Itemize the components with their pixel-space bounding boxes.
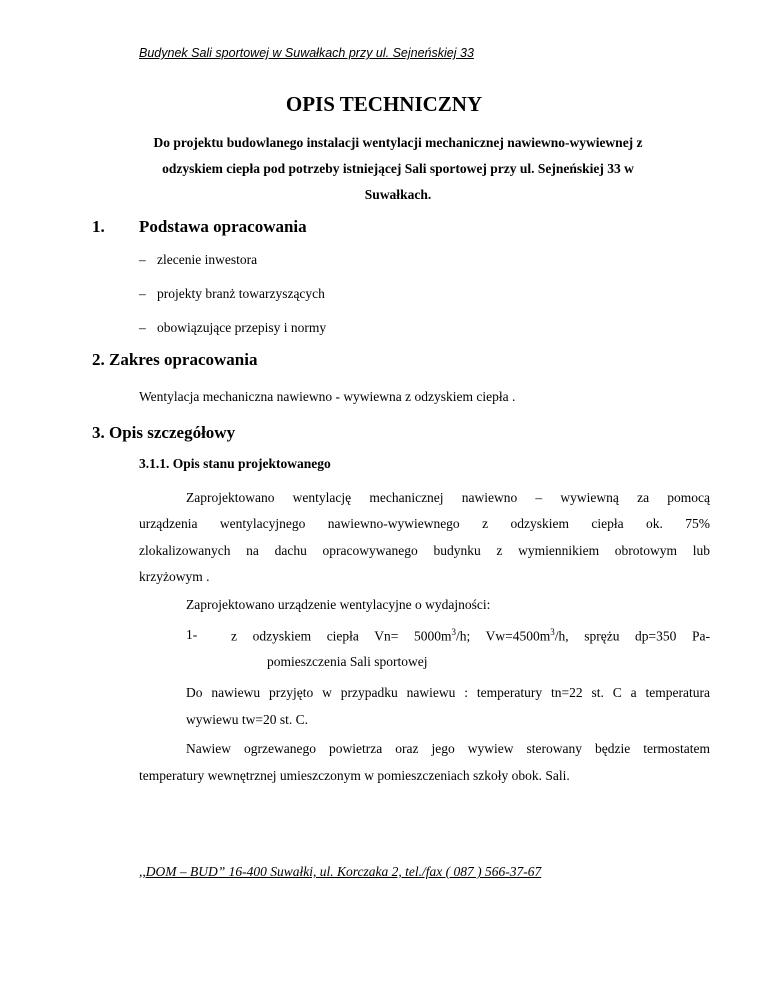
item-number: 1- <box>186 627 198 642</box>
paragraph-line: temperatury wewnętrznej umieszczonym w pomieszczeniach szkoły obok. Sali. <box>139 768 570 783</box>
item-text-part: /h; Vw=4500m <box>456 628 551 644</box>
section2-text: Wentylacja mechaniczna nawiewno - wywiewna z odzyskiem ciepła . <box>139 389 516 404</box>
list-item-text: zlecenie inwestora <box>157 252 258 267</box>
subtitle-line: Suwałkach. <box>364 187 432 202</box>
section2-title: 2. Zakres opracowania <box>92 350 258 369</box>
list-item <box>139 320 326 336</box>
document-title: OPIS TECHNICZNY <box>285 92 483 116</box>
dash-bullet: – <box>139 252 146 267</box>
list-item-text: projekty branż towarzyszących <box>157 286 325 301</box>
list-item-text: obowiązujące przepisy i normy <box>157 320 327 335</box>
paragraph-line: zlokalizowanych na dachu opracowywanego budynku z wymiennikiem obrotowym lub <box>139 543 710 558</box>
list-item <box>139 286 325 302</box>
item-text-part: /h, sprężu dp=350 Pa- <box>554 628 711 644</box>
list-item <box>139 252 257 268</box>
dash-bullet: – <box>139 320 146 335</box>
item-text-line2: pomieszczenia Sali sportowej <box>267 654 428 669</box>
dash-bullet: – <box>139 286 146 301</box>
superscript: 3 <box>550 627 555 637</box>
item-text-part: z odzyskiem ciepła Vn= 5000m <box>231 628 452 644</box>
paragraph-line: Do nawiewu przyjęto w przypadku nawiewu : temperatury tn=22 st. C a temperatura <box>186 685 710 700</box>
section3-title: 3. Opis szczegółowy <box>92 423 236 442</box>
section1-title: Podstawa opracowania <box>139 217 307 236</box>
superscript: 3 <box>451 627 456 637</box>
capacity-intro: Zaprojektowano urządzenie wentylacyjne o wydajności: <box>186 597 491 612</box>
subtitle-line: odzyskiem ciepła pod potrzeby istniejącej Sali sportowej przy ul. Sejneńskiej 33 w <box>162 161 634 176</box>
item-text <box>231 627 710 645</box>
paragraph-line: Nawiew ogrzewanego powietrza oraz jego wywiew sterowany będzie termostatem <box>186 741 710 756</box>
paragraph-line: krzyżowym . <box>139 569 210 584</box>
subtitle-line: Do projektu budowlanego instalacji wentylacji mechanicznej nawiewno-wywiewnej z <box>153 135 643 150</box>
paragraph-line: wywiewu tw=20 st. C. <box>186 712 308 727</box>
page-header: Budynek Sali sportowej w Suwałkach przy ul. Sejneńskiej 33 <box>139 46 474 60</box>
subsection-title: 3.1.1. Opis stanu projektowanego <box>139 456 331 471</box>
page-footer: ,,DOM – BUD” 16-400 Suwałki, ul. Korczaka 2, tel./fax ( 087 ) 566-37-67 <box>139 864 542 879</box>
paragraph-line: Zaprojektowano wentylację mechanicznej nawiewno – wywiewną za pomocą <box>186 490 710 505</box>
document-subtitle <box>95 130 701 208</box>
paragraph-line: urządzenia wentylacyjnego nawiewno-wywiewnego z odzyskiem ciepła ok. 75% <box>139 516 710 531</box>
section1-number: 1. <box>92 217 105 236</box>
